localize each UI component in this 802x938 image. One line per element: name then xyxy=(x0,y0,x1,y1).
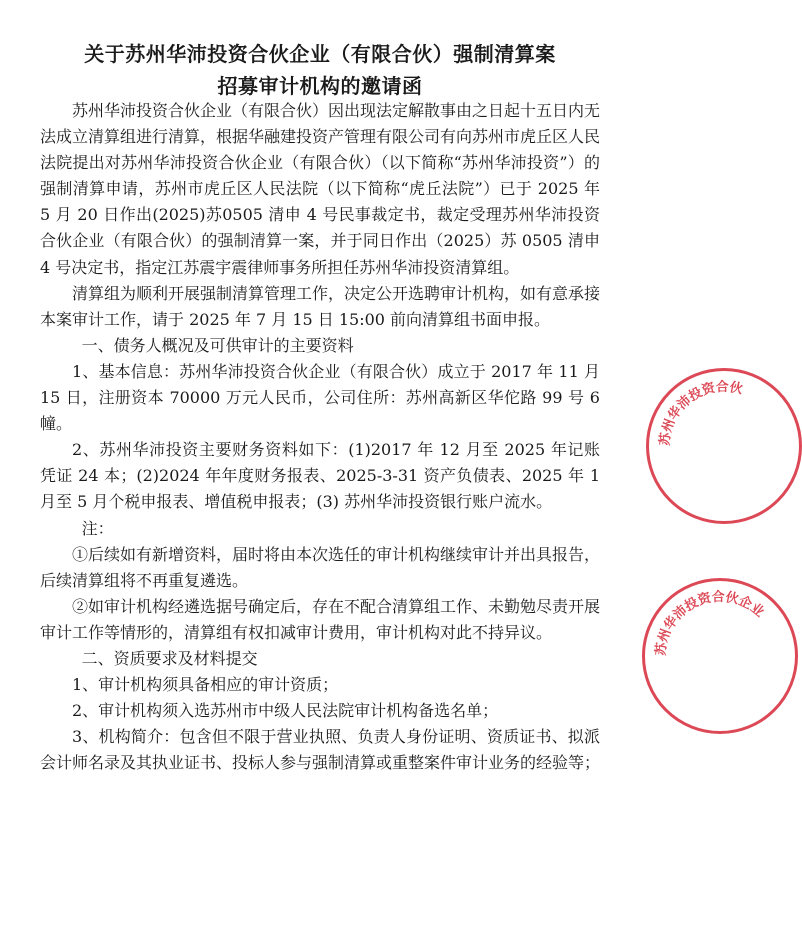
requirement-item-3: 3、机构简介：包含但不限于营业执照、负责人身份证明、资质证书、拟派会计师名录及其执业证书、投标人参与强制清算或重整案件审计业务的经验等； xyxy=(40,727,601,773)
red-seal-stamp-top xyxy=(646,368,802,524)
seal-top-text: 苏州华沛投资合伙 xyxy=(657,379,744,447)
svg-text:苏州华沛投资合伙 xyxy=(657,379,744,447)
document-title-line-2: 招募审计机构的邀请函 xyxy=(217,74,423,98)
section-heading-1: 一、债务人概况及可供审计的主要资料 xyxy=(81,335,354,355)
paragraph-intro: 苏州华沛投资合伙企业（有限合伙）因出现法定解散事由之日起十五日内无法成立清算组进行清算，根据华融建投资产管理有限公司有向苏州市虎丘区人民法院提出对苏州华沛投资合伙企业（有限合伙）（以下简称“苏州华沛投资”）的强制清算申请，苏州市虎丘区人民法院（以下简称“虎丘法院”）已于 2025 年 5 月 20 日作出(2025)苏0505 清申 4 号民事裁定书，裁定受理苏州华沛投资合伙企业（有限合伙）的强制清算一案，并于同日作出（2025）苏 0505 清申 4 号决定书，指定江苏震宇震律师事务所担任苏州华沛投资清算组。 xyxy=(40,101,601,277)
seal-bottom-text: 苏州华沛投资合伙企业 xyxy=(653,589,767,657)
paragraph-invitation: 清算组为顺利开展强制清算管理工作，决定公开选聘审计机构，如有意承接本案审计工作，请于 2025 年 7 月 15 日 15:00 前向清算组书面申报。 xyxy=(40,283,601,329)
note-item-2: ②如审计机构经遴选据号确定后，存在不配合清算组工作、未勤勉尽责开展审计工作等情形的，清算组有权扣减审计费用，审计机构对此不持异议。 xyxy=(40,596,601,642)
requirement-item-2: 2、审计机构须入选苏州市中级人民法院审计机构备选名单； xyxy=(72,701,499,721)
document-body xyxy=(40,98,600,776)
paragraph-basic-info: 1、基本信息：苏州华沛投资合伙企业（有限合伙）成立于 2017 年 11 月 15 日，注册资本 70000 万元人民币，公司住所：苏州高新区华佗路 99 号 6 幢。 xyxy=(40,361,600,434)
red-seal-stamp-bottom xyxy=(642,578,798,734)
document-title-line-1: 关于苏州华沛投资合伙企业（有限合伙）强制清算案 xyxy=(84,42,556,66)
paragraph-financial-materials: 2、苏州华沛投资主要财务资料如下：(1)2017 年 12 月至 2025 年记账凭证 24 本；(2)2024 年年度财务报表、2025-3-31 资产负债表、2025 年 1 月至 5 月个税申报表、增值税申报表；(3) 苏州华沛投资银行账户流水。 xyxy=(40,440,600,512)
note-label: 注： xyxy=(81,518,114,538)
svg-text:苏州华沛投资合伙企业 xyxy=(653,589,767,657)
note-item-1: ①后续如有新增资料，届时将由本次选任的审计机构继续审计并出具报告，后续清算组将不再重复遴选。 xyxy=(40,544,601,590)
section-heading-2: 二、资质要求及材料提交 xyxy=(81,648,258,668)
requirement-item-1: 1、审计机构须具备相应的审计资质； xyxy=(72,675,339,695)
